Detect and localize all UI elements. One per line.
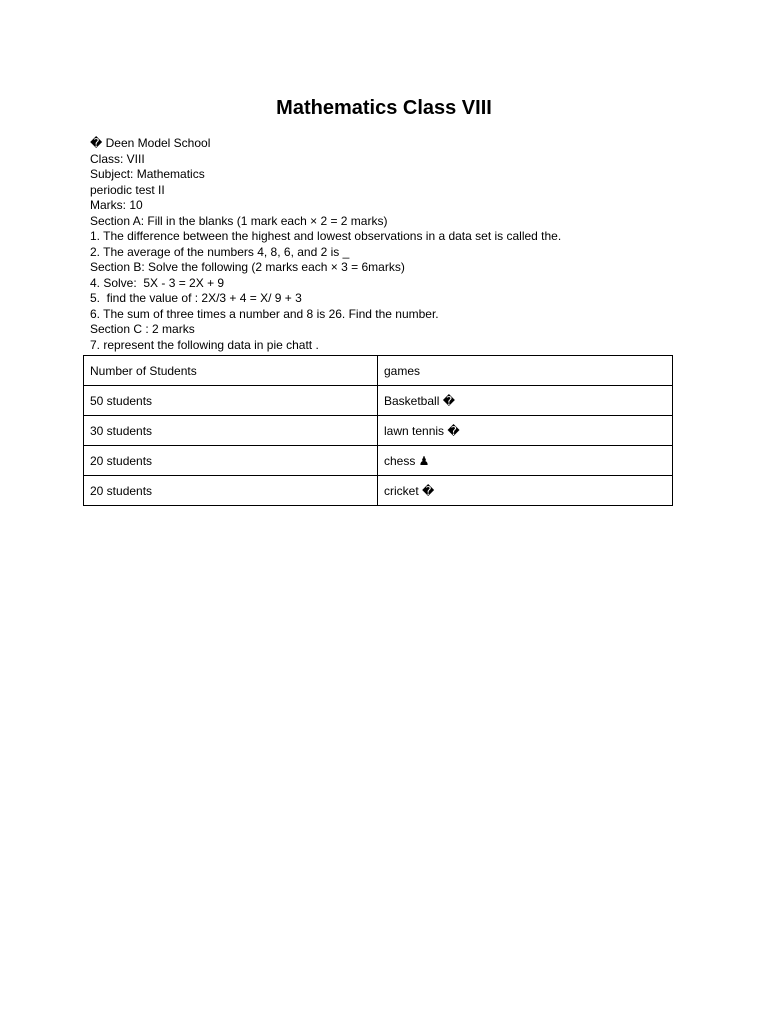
class-line: Class: VIII	[90, 151, 145, 166]
table-cell: chess ♟	[378, 446, 673, 476]
table-header-row	[84, 356, 673, 386]
table-cell: Number of Students	[84, 356, 378, 386]
subject-line: Subject: Mathematics	[90, 167, 205, 181]
table-cell: games	[378, 356, 673, 386]
question-7: 7. represent the following data in pie chatt .	[90, 337, 319, 352]
section-b-heading: Section B: Solve the following (2 marks each × 3 = 6marks)	[90, 260, 405, 274]
table-row	[84, 446, 673, 476]
table-cell: lawn tennis �	[378, 416, 673, 446]
table-cell: 30 students	[84, 416, 378, 446]
question-1: 1. The difference between the highest and lowest observations in a data set is called the.	[90, 229, 562, 243]
table-cell: 50 students	[84, 386, 378, 416]
test-name-line: periodic test II	[90, 182, 165, 197]
table-cell: 20 students	[84, 476, 378, 506]
question-5: 5. find the value of : 2X/3 + 4 = X/ 9 + 3	[90, 291, 302, 305]
document-title: Mathematics Class VIII	[276, 97, 492, 119]
table-row	[84, 386, 673, 416]
document-body	[90, 136, 690, 353]
table-cell: 20 students	[84, 446, 378, 476]
table-row	[84, 416, 673, 446]
table-cell: cricket �	[378, 476, 673, 506]
table-row	[84, 476, 673, 506]
section-c-heading: Section C : 2 marks	[90, 322, 195, 336]
school-name-line: � Deen Model School	[90, 136, 211, 150]
table-cell: Basketball �	[378, 386, 673, 416]
marks-line: Marks: 10	[90, 198, 143, 212]
question-6: 6. The sum of three times a number and 8 is 26. Find the number.	[90, 306, 439, 321]
question-2: 2. The average of the numbers 4, 8, 6, and 2 is _	[90, 244, 350, 259]
games-table	[83, 355, 673, 506]
question-4: 4. Solve: 5X - 3 = 2X + 9	[90, 275, 225, 290]
section-a-heading: Section A: Fill in the blanks (1 mark each × 2 = 2 marks)	[90, 213, 388, 228]
